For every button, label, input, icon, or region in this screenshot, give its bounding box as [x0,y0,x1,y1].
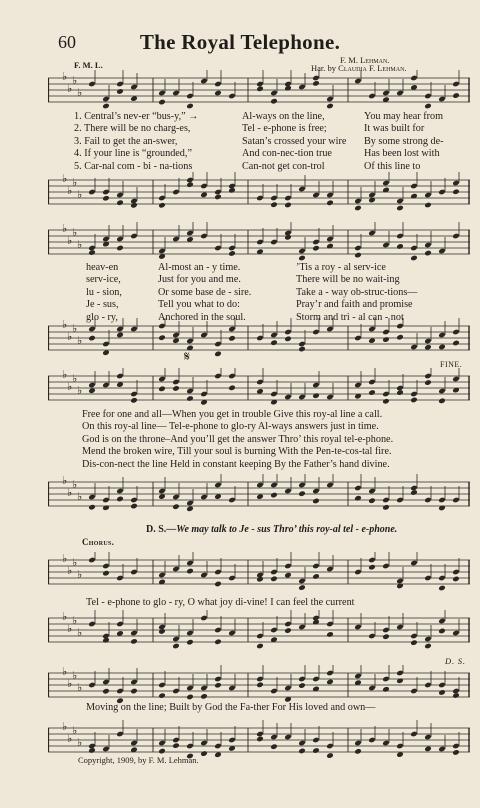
svg-text:♭: ♭ [77,188,83,201]
hymn-title: The Royal Telephone. [139,30,341,54]
svg-text:♭: ♭ [62,368,68,381]
verse-5-line-c: Of this line to [364,160,421,172]
arranger-name: Claudia F. Lehman. [338,63,407,73]
verse-1-line-a: 1. Central’s nev-er “bus-y,” → [74,111,199,122]
composer-credit: F. M. Lehman. [340,55,390,65]
verse-3-line-d: lu - sion, [86,286,122,298]
svg-text:♭: ♭ [77,334,83,347]
svg-text:♭: ♭ [67,564,73,577]
verse-1-line-f: ’Tis a roy - al serv-ice [296,262,386,273]
verse-4-line-d: Je - sus, [86,299,119,311]
svg-text:♭: ♭ [72,614,78,627]
svg-text:♭: ♭ [67,622,73,635]
arranger-prefix: Har. by [311,63,339,73]
staff-treble-chorus-2 [48,665,470,707]
dal-segno-text [146,524,397,535]
verse-3-line-b: Satan’s crossed your wire [242,135,347,147]
svg-text:♭: ♭ [67,486,73,499]
verse-3-line-g: God is on the throne–And you’ll get the answer Thro’ this royal tel-e-phone. [82,433,394,445]
svg-text:♭: ♭ [72,226,78,239]
verse-4-line-e: Tell you what to do: [158,299,240,311]
lyrics-block-3 [82,409,470,473]
chorus-line-2: Moving on the line; Built by God the Fa-ther For His loved and own— [86,702,376,713]
ds-prefix: D. S.— [146,524,177,535]
verse-2-line-e: Just for you and me. [158,274,241,286]
staff-treble-system-1 [48,70,470,112]
svg-text:♭: ♭ [72,478,78,491]
verse-3-line-a: 3. Fail to get the an-swer, [74,135,178,147]
verse-5-line-f: Storm and tri - al can - not [296,311,404,323]
words-credit: F. M. L. [74,60,103,70]
ds-lyric: We may talk to Je - sus Thro’ this roy-al tel - e-phone. [176,524,398,535]
verse-3-line-f: Take a - way ob-struc-tions— [296,286,418,298]
svg-text:♭: ♭ [67,82,73,95]
svg-text:♭: ♭ [62,318,68,331]
verse-5-line-a: 5. Car-nal com - bi - na-tions [74,160,193,172]
svg-text:♭: ♭ [67,380,73,393]
svg-text:♭: ♭ [72,322,78,335]
verse-2-line-a: 2. There will be no charg-es, [74,123,191,135]
svg-text:♭: ♭ [77,384,83,397]
svg-text:♭: ♭ [62,70,68,83]
svg-text:♭: ♭ [62,222,68,235]
chorus-label: Chorus. [82,537,115,547]
verse-3-line-c: By some strong de- [364,135,444,147]
svg-text:♭: ♭ [67,677,73,690]
svg-text:♭: ♭ [77,238,83,251]
chorus-line-1: Tel - e-phone to glo - ry, O what joy di-vine! I can feel the current [86,597,355,608]
svg-text:♭: ♭ [62,172,68,185]
verse-4-line-b: And con-nec-tion true [242,148,332,160]
svg-text:♭: ♭ [67,184,73,197]
svg-text:♭: ♭ [62,720,68,733]
verse-2-line-d: serv-ice, [86,274,121,286]
staff-bass-chorus-1 [48,610,470,652]
verse-1-line-b: Al-ways on the line, [242,111,325,122]
verse-5-line-g: Dis-con-nect the line Held in constant keeping By the Father’s hand divine. [82,458,390,470]
verse-1-line-g: Free for one and all—When you get in trouble Give this roy-al line a call. [82,409,383,420]
lyrics-block-1 [74,111,470,175]
svg-text:♭: ♭ [77,568,83,581]
ds-end-marking: D. S. [445,656,466,666]
verse-1-line-e: Al-most an - y time. [158,262,241,273]
verse-5-line-e: Anchored in the soul. [158,311,246,323]
staff-bass-system-3 [48,474,470,516]
staff-treble-system-2 [48,222,470,264]
svg-text:♭: ♭ [62,665,68,678]
svg-text:♭: ♭ [72,74,78,87]
copyright-notice: Copyright, 1909, by F. M. Lehman. [78,755,199,765]
staff-bass-system-1 [48,172,470,214]
verse-4-line-a: 4. If your line is “grounded,” [74,148,192,160]
svg-text:♭: ♭ [77,86,83,99]
page-number: 60 [58,32,76,52]
staff-bass-system-2 [48,318,470,360]
verse-2-line-g: On this roy-al line— Tel-e-phone to glo-ry Al-ways answers just in time. [82,421,379,433]
svg-text:♭: ♭ [72,669,78,682]
verse-4-line-g: Mend the broken wire, Till your soul is burning With the Pen-te-cos-tal fire. [82,446,392,458]
verse-5-line-b: Can-not get con-trol [242,160,325,172]
lyrics-block-2 [86,262,470,326]
verse-1-line-d: heav-en [86,262,119,273]
fine-marking: FINE. [440,360,463,369]
svg-text:♭: ♭ [67,234,73,247]
svg-text:♭: ♭ [67,330,73,343]
svg-text:♭: ♭ [62,552,68,565]
svg-text:♭: ♭ [77,490,83,503]
staff-treble-system-3 [48,368,470,410]
verse-4-line-c: Has been lost with [364,148,440,160]
svg-text:♭: ♭ [62,474,68,487]
staff-treble-chorus-1 [48,552,470,594]
svg-text:♭: ♭ [62,610,68,623]
svg-text:♭: ♭ [77,736,83,749]
verse-1-line-c: You may hear from [364,111,444,122]
verse-4-line-f: Pray’r and faith and promise [296,299,413,311]
svg-text:♭: ♭ [77,681,83,694]
svg-text:♭: ♭ [72,176,78,189]
svg-text:♭: ♭ [72,372,78,385]
svg-text:♭: ♭ [77,626,83,639]
verse-2-line-b: Tel - e-phone is free; [242,123,327,135]
svg-text:♭: ♭ [72,556,78,569]
segno-sign: 𝄋 [184,350,191,365]
svg-text:♭: ♭ [72,724,78,737]
verse-3-line-e: Or some base de - sire. [158,286,252,298]
verse-5-line-d: glo - ry, [86,311,118,323]
svg-text:♭: ♭ [67,732,73,745]
verse-2-line-f: There will be no wait-ing [296,274,400,286]
verse-2-line-c: It was built for [364,123,425,135]
